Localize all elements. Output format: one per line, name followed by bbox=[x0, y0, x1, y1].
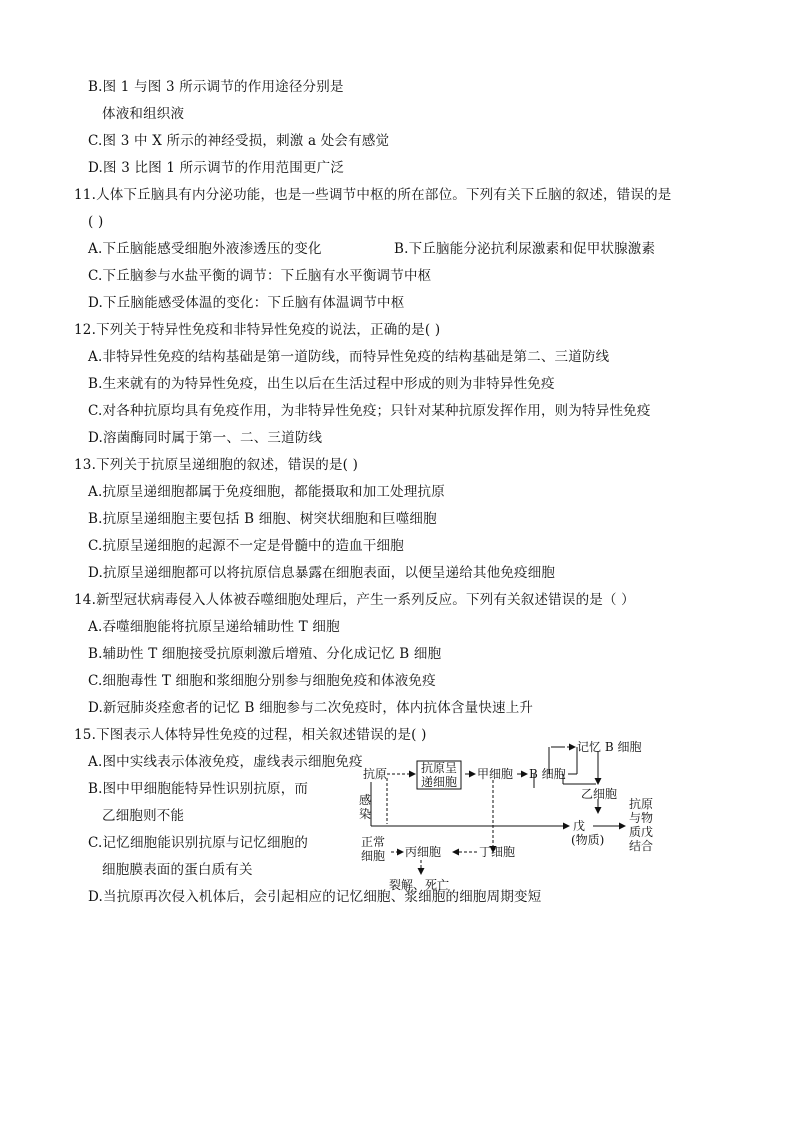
q10-option-c: C.图 3 中 X 所示的神经受损，刺激 a 处会有感觉 bbox=[88, 133, 390, 149]
apc-label-line2: 递细胞 bbox=[421, 775, 458, 789]
infect-label-1: 感 bbox=[359, 793, 372, 807]
combine-label-1: 抗原 bbox=[629, 797, 654, 811]
wu-label: 戊 bbox=[573, 819, 586, 833]
normal-cell-label-2: 细胞 bbox=[361, 849, 386, 863]
yi-cell-label: 乙细胞 bbox=[581, 787, 618, 801]
lysis-label: 裂解、死亡 bbox=[389, 878, 450, 892]
combine-label-2: 与物 bbox=[629, 811, 654, 825]
q12-option-b: B.生来就有的为特异性免疫，出生以后在生活过程中形成的则为非特异性免疫 bbox=[88, 376, 555, 392]
memory-b-cell-label: 记忆 B 细胞 bbox=[577, 740, 642, 754]
q11-option-b: B.下丘脑能分泌抗利尿激素和促甲状腺激素 bbox=[394, 241, 656, 257]
q13-option-d: D.抗原呈递细胞都可以将抗原信息暴露在细胞表面，以便呈递给其他免疫细胞 bbox=[88, 565, 556, 581]
q10-option-b-line2: 体液和组织液 bbox=[102, 106, 185, 122]
jia-cell-label: 甲细胞 bbox=[477, 767, 514, 781]
q15-option-b-line2: 乙细胞则不能 bbox=[102, 808, 185, 824]
q14-stem: 14.新型冠状病毒侵入人体被吞噬细胞处理后，产生一系列反应。下列有关叙述错误的是（ ） bbox=[74, 592, 635, 608]
q15-option-a: A.图中实线表示体液免疫，虚线表示细胞免疫 bbox=[88, 754, 363, 770]
q11-stem: 11.人体下丘脑具有内分泌功能，也是一些调节中枢的所在部位。下列有关下丘脑的叙述，错误的是 bbox=[74, 187, 672, 203]
bing-cell-label: 丙细胞 bbox=[405, 845, 442, 859]
q15-stem: 15.下图表示人体特异性免疫的过程，相关叙述错误的是( ) bbox=[74, 727, 427, 743]
q11-option-d: D.下丘脑能感受体温的变化：下丘脑有体温调节中枢 bbox=[88, 295, 405, 311]
q14-option-c: C.细胞毒性 T 细胞和浆细胞分别参与细胞免疫和体液免疫 bbox=[88, 673, 436, 689]
q15-option-d: D.当抗原再次侵入机体后，会引起相应的记忆细胞、浆细胞的细胞周期变短 bbox=[88, 889, 542, 905]
b-cell-label: B 细胞 bbox=[529, 767, 566, 781]
q11-option-c: C.下丘脑参与水盐平衡的调节：下丘脑有水平衡调节中枢 bbox=[88, 268, 432, 284]
q15-option-c-line2: 细胞膜表面的蛋白质有关 bbox=[102, 862, 253, 878]
antigen-label: 抗原 bbox=[363, 767, 388, 781]
q12-option-a: A.非特异性免疫的结构基础是第一道防线，而特异性免疫的结构基础是第二、三道防线 bbox=[88, 349, 610, 365]
immune-process-diagram bbox=[355, 734, 675, 904]
q12-stem: 12.下列关于特异性免疫和非特异性免疫的说法，正确的是( ) bbox=[74, 322, 441, 338]
infect-label-2: 染 bbox=[359, 807, 372, 821]
q13-option-a: A.抗原呈递细胞都属于免疫细胞，都能摄取和加工处理抗原 bbox=[88, 484, 445, 500]
apc-label-line1: 抗原呈 bbox=[421, 761, 458, 775]
wu-substance-label: (物质) bbox=[571, 833, 605, 847]
q12-option-d: D.溶菌酶同时属于第一、二、三道防线 bbox=[88, 430, 323, 446]
q14-option-d: D.新冠肺炎痊愈者的记忆 B 细胞参与二次免疫时，体内抗体含量快速上升 bbox=[88, 700, 534, 716]
q14-option-b: B.辅助性 T 细胞接受抗原刺激后增殖、分化成记忆 B 细胞 bbox=[88, 646, 442, 662]
combine-label-4: 结合 bbox=[629, 839, 654, 853]
q15-option-b-line1: B.图中甲细胞能特异性识别抗原，而 bbox=[88, 781, 309, 797]
q10-option-d: D.图 3 比图 1 所示调节的作用范围更广泛 bbox=[88, 160, 345, 176]
q11-option-a: A.下丘脑能感受细胞外液渗透压的变化 bbox=[88, 241, 322, 257]
normal-cell-label-1: 正常 bbox=[361, 835, 386, 849]
q15-option-c-line1: C.记忆细胞能识别抗原与记忆细胞的 bbox=[88, 835, 309, 851]
q14-option-a: A.吞噬细胞能将抗原呈递给辅助性 T 细胞 bbox=[88, 619, 340, 635]
combine-label-3: 质戊 bbox=[629, 825, 654, 839]
q13-option-b: B.抗原呈递细胞主要包括 B 细胞、树突状细胞和巨噬细胞 bbox=[88, 511, 437, 527]
q10-option-b-line1: B.图 1 与图 3 所示调节的作用途径分别是 bbox=[88, 79, 344, 95]
q11-answer-paren: ( ) bbox=[88, 214, 104, 230]
ding-cell-label: 丁细胞 bbox=[479, 845, 516, 859]
q13-option-c: C.抗原呈递细胞的起源不一定是骨髓中的造血干细胞 bbox=[88, 538, 404, 554]
q12-option-c: C.对各种抗原均具有免疫作用，为非特异性免疫；只针对某种抗原发挥作用，则为特异性免疫 bbox=[88, 403, 651, 419]
q13-stem: 13.下列关于抗原呈递细胞的叙述，错误的是( ) bbox=[74, 457, 359, 473]
